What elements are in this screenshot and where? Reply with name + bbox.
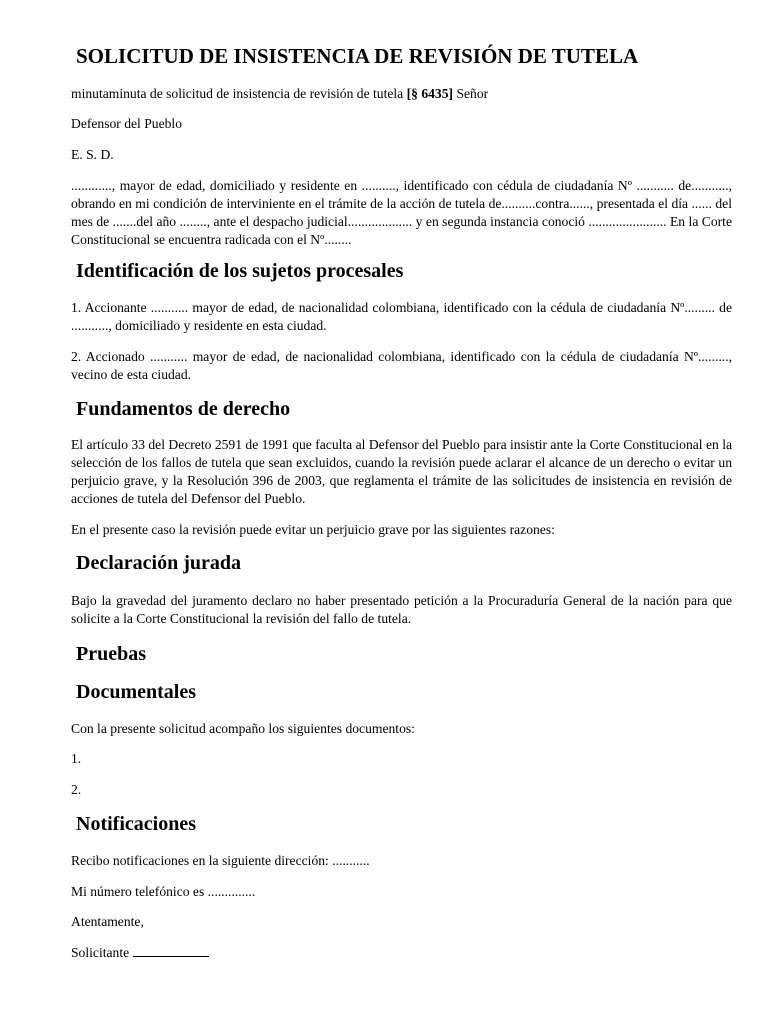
intro-salutation: Señor: [453, 86, 489, 101]
intro-text: minutaminuta de solicitud de insistencia de revisión de tutela: [71, 86, 407, 101]
telefono-line: Mi número telefónico es ..............: [71, 884, 256, 899]
declaracion-paragraph: Bajo la gravedad del juramento declaro no haber presentado petición a la Procuraduría General de la nación para que solicite a la Corte Constitucional la revisión del fallo de tutela.: [71, 593, 732, 626]
heading-sujetos-procesales: Identificación de los sujetos procesales: [76, 260, 404, 282]
documento-item: 2.: [71, 782, 82, 797]
closing-line: Atentamente,: [71, 914, 144, 929]
razones-paragraph: En el presente caso la revisión puede evitar un perjuicio grave por las siguientes razones:: [71, 522, 555, 537]
heading-declaracion-jurada: Declaración jurada: [76, 552, 241, 574]
fundamentos-paragraph: El artículo 33 del Decreto 2591 de 1991 que faculta al Defensor del Pueblo para insistir ante la Corte Constitucional en la selección de los fallos de tutela que sean excluidos, cuando la revisión puede aclarar el alcance de un derecho o evitar un perjuicio grave, y la Resolución 396 de 2003, que reglamenta el trámite de las solicitudes de insistencia en revisión de acciones de tutela del Defensor del Pueblo.: [71, 437, 732, 506]
document-title: SOLICITUD DE INSISTENCIA DE REVISIÓN DE TUTELA: [76, 44, 639, 68]
intro-line: [71, 85, 732, 103]
heading-pruebas: Pruebas: [76, 643, 146, 665]
accionado-paragraph: 2. Accionado ........... mayor de edad, de nacionalidad colombiana, identificado con la cédula de ciudadanía Nº........., vecino de esta ciudad.: [71, 349, 732, 382]
opening-paragraph: ............, mayor de edad, domiciliado y residente en .........., identificado con cédula de ciudadanía Nº ........... de..........., obrando en mi condición de interviniente en el trámite de la acción de tutela de..........contra......, presentada el día ...... del mes de .......del año ........, ante el despacho judicial................... y en segunda instancia conoció ....................... En la Corte Constitucional se encuentra radicada con el Nº........: [71, 178, 732, 247]
heading-documentales: Documentales: [76, 681, 196, 703]
reference-code: [§ 6435]: [406, 86, 454, 101]
heading-notificaciones: Notificaciones: [76, 813, 196, 835]
signature-blank: [133, 944, 209, 957]
direccion-line: Recibo notificaciones en la siguiente dirección: ...........: [71, 853, 370, 868]
heading-fundamentos: Fundamentos de derecho: [76, 398, 291, 420]
signature-line: [71, 944, 732, 962]
documento-item: 1.: [71, 751, 82, 766]
accionante-paragraph: 1. Accionante ........... mayor de edad, de nacionalidad colombiana, identificado con la cédula de ciudadanía Nº......... de ..........., domiciliado y residente en esta ciudad.: [71, 300, 732, 333]
addressee: Defensor del Pueblo: [71, 116, 182, 131]
esd-line: E. S. D.: [71, 147, 114, 162]
signer-label: Solicitante: [71, 945, 133, 960]
documentos-intro: Con la presente solicitud acompaño los siguientes documentos:: [71, 721, 415, 736]
